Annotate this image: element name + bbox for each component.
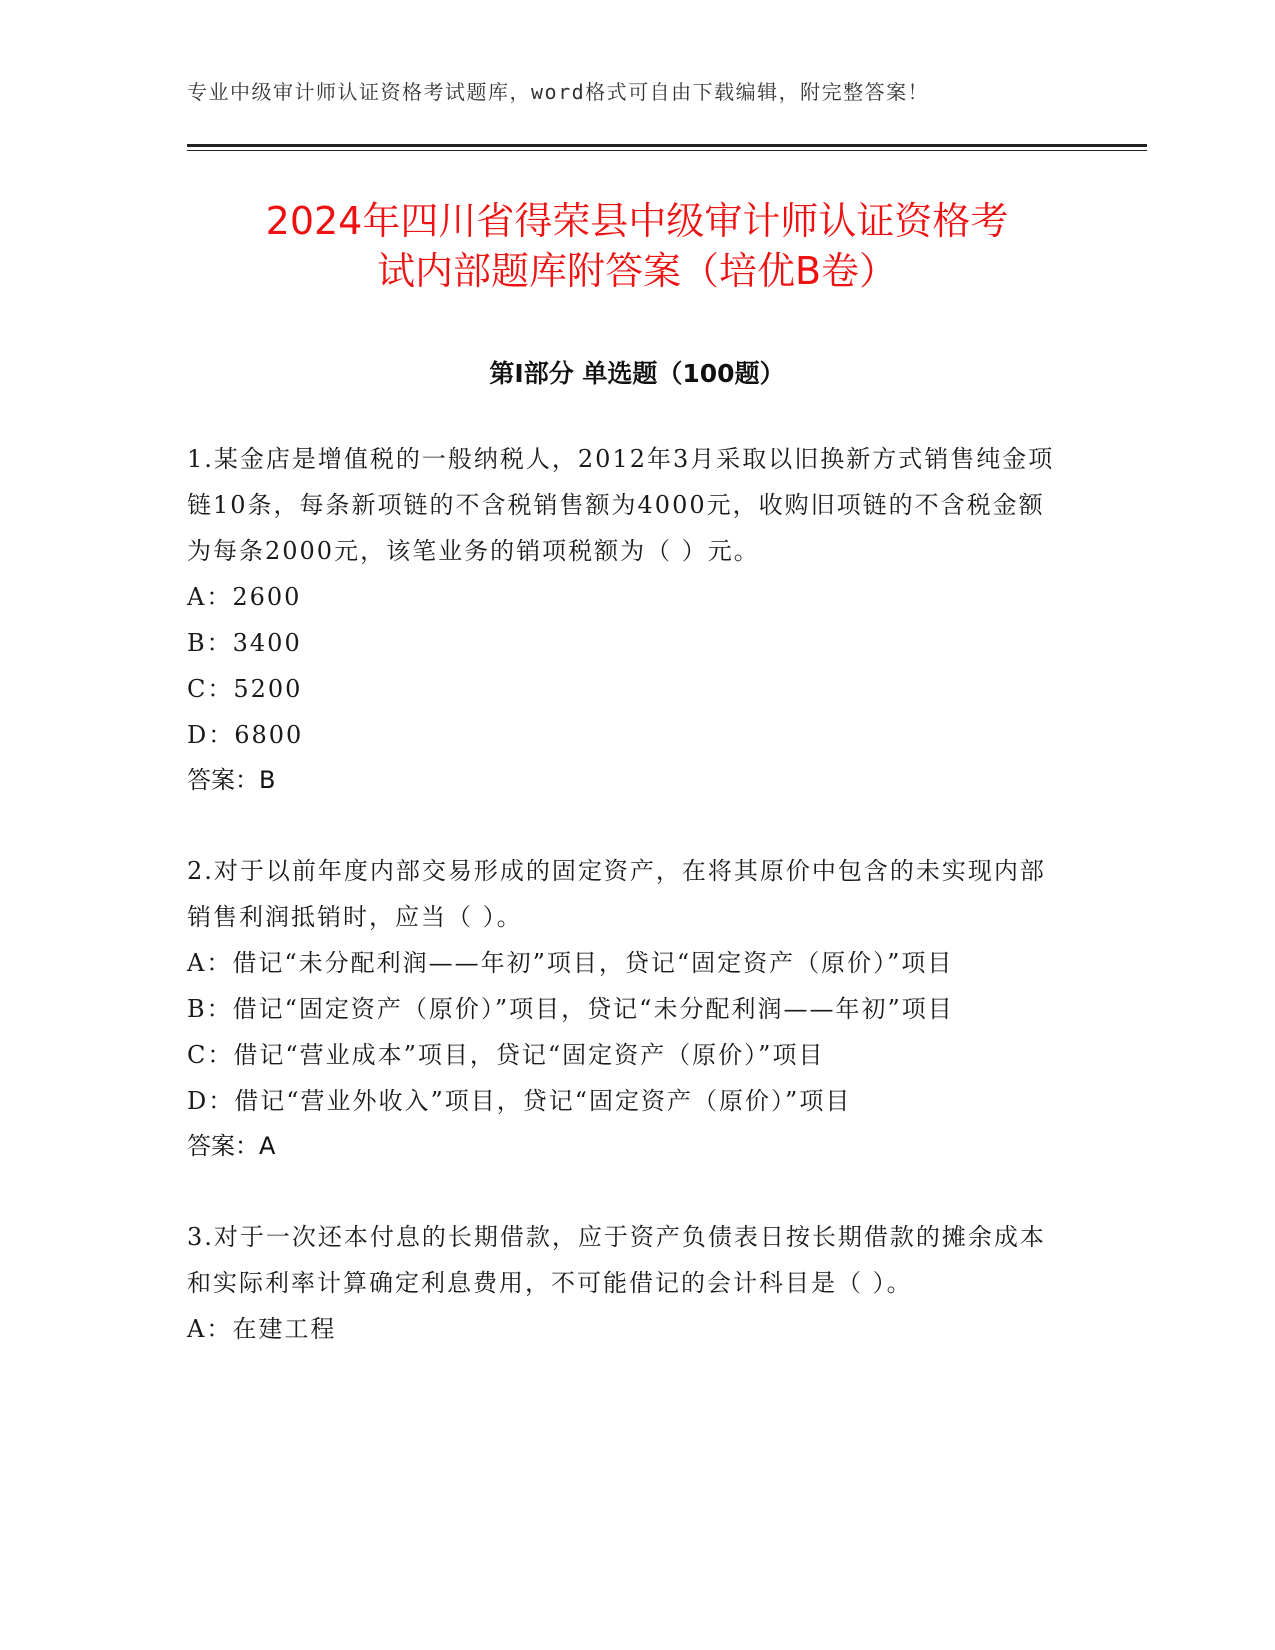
answer: 答案：A [187, 1132, 276, 1160]
title-line-2: 试内部题库附答案（培优B卷） [376, 249, 898, 293]
question-text: 2.对于以前年度内部交易形成的固定资产，在将其原价中包含的未实现内部销售利润抵销时，应当（ ）。 [187, 857, 1046, 931]
document-title [187, 196, 1087, 296]
question-1 [187, 436, 1067, 802]
question-text: 3.对于一次还本付息的长期借款，应于资产负债表日按长期借款的摊余成本和实际利率计算确定利息费用，不可能借记的会计科目是（ ）。 [187, 1223, 1046, 1297]
option-c: C：5200 [187, 675, 303, 703]
header-rule-thick [187, 144, 1147, 147]
question-3 [187, 1214, 1067, 1352]
option-a: A：借记“未分配利润——年初”项目，贷记“固定资产（原价）”项目 [187, 949, 954, 977]
question-2 [187, 848, 1067, 1168]
option-a: A：在建工程 [187, 1315, 337, 1343]
option-d: D：借记“营业外收入”项目，贷记“固定资产（原价）”项目 [187, 1087, 852, 1115]
question-list [187, 436, 1067, 1398]
option-b: B：借记“固定资产（原价）”项目，贷记“未分配利润——年初”项目 [187, 995, 954, 1023]
header-note: 专业中级审计师认证资格考试题库，word格式可自由下载编辑，附完整答案！ [187, 80, 930, 104]
question-text: 1.某金店是增值税的一般纳税人，2012年3月采取以旧换新方式销售纯金项链10条，每条新项链的不含税销售额为4000元，收购旧项链的不含税金额为每条2000元，该笔业务的销项税额为（ ）元。 [187, 445, 1055, 565]
section-heading: 第I部分 单选题（100题） [489, 359, 785, 388]
option-c: C：借记“营业成本”项目，贷记“固定资产（原价）”项目 [187, 1041, 825, 1069]
option-d: D：6800 [187, 721, 304, 749]
option-a: A：2600 [187, 583, 302, 611]
title-line-1: 2024年四川省得荣县中级审计师认证资格考 [265, 199, 1009, 243]
option-b: B：3400 [187, 629, 302, 657]
header-rule-thin [187, 150, 1147, 151]
answer: 答案：B [187, 766, 276, 794]
